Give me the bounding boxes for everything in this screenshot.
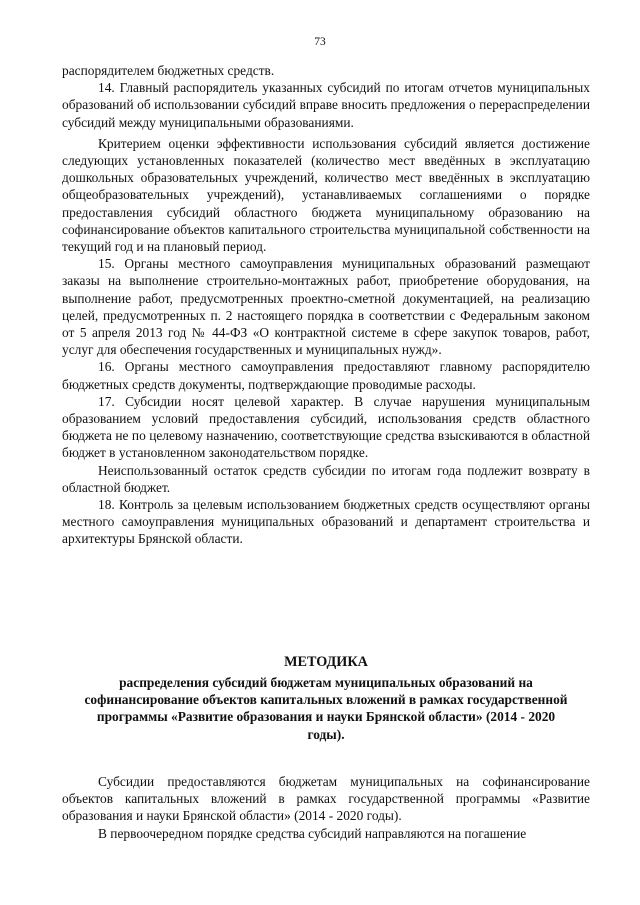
paragraph-18: 18. Контроль за целевым использованием бюджетных средств осуществляют органы местного самоуправления муниципальных образований и департамент строительства и архитектуры Брянской области. — [62, 497, 590, 547]
paragraph-16: 16. Органы местного самоуправления предоставляют главному распорядителю бюджетных средств документы, подтверждающие проводимые расходы. — [62, 359, 590, 392]
paragraph-17: 17. Субсидии носят целевой характер. В случае нарушения муниципальным образованием условий предоставления субсидий, использования средств областного бюджета не по целевому назначению, соответствующие средства взыскиваются в областной бюджет в установленном законодательством порядке. — [62, 393, 590, 461]
page-number: 73 — [314, 36, 326, 48]
methodology-paragraph-2: В первоочередном порядке средства субсидий направляются на погашение — [98, 825, 527, 841]
section-title: МЕТОДИКА — [284, 654, 368, 670]
paragraph-15: 15. Органы местного самоуправления муниципальных образований размещают заказы на выполнение строительно-монтажных работ, приобретение оборудования, на выполнение работ, предусмотренных проектно-сметной документацией, на реализацию целей, предусмотренных п. 2 настоящего порядка в соответствии с Федеральным законом от 5 апреля 2013 год № 44-ФЗ «О контрактной системе в сфере закупок товаров, работ, услуг для обеспечения государственных и муниципальных нужд». — [62, 256, 590, 358]
section-subtitle: распределения субсидий бюджетам муниципальных образований на софинансирование объектов капитальных вложений в рамках государственной программы «Развитие образования и науки Брянской области» (2014 - 2020 годы). — [84, 675, 568, 742]
paragraph-continuation: распорядителем бюджетных средств. — [62, 63, 275, 78]
paragraph-unused-balance: Неиспользованный остаток средств субсидии по итогам года подлежит возврату в областной бюджет. — [62, 462, 590, 495]
methodology-body — [62, 773, 590, 842]
paragraph-14: 14. Главный распорядитель указанных субсидий по итогам отчетов муниципальных образований об использовании субсидий вправе вносить предложения о перераспределении субсидий между муниципальными образованиями. — [62, 80, 590, 130]
document-body — [62, 62, 590, 548]
methodology-paragraph-1: Субсидии предоставляются бюджетам муниципальных на софинансирование объектов капитальных вложений в рамках государственной программы «Развитие образования и науки Брянской области» (2014 - 2020 годы). — [62, 774, 590, 824]
paragraph-criterion: Критерием оценки эффективности использования субсидий является достижение следующих установленных показателей (количество мест введённых в эксплуатацию дошкольных образовательных учреждений, количество мест введённых в эксплуатацию общеобразовательных учреждений), устанавливаемых соглашениями о порядке предоставления субсидий областного бюджета муниципальному образованию на софинансирование объектов капитального строительства муниципальной собственности на текущий год и на плановый период. — [62, 135, 590, 255]
